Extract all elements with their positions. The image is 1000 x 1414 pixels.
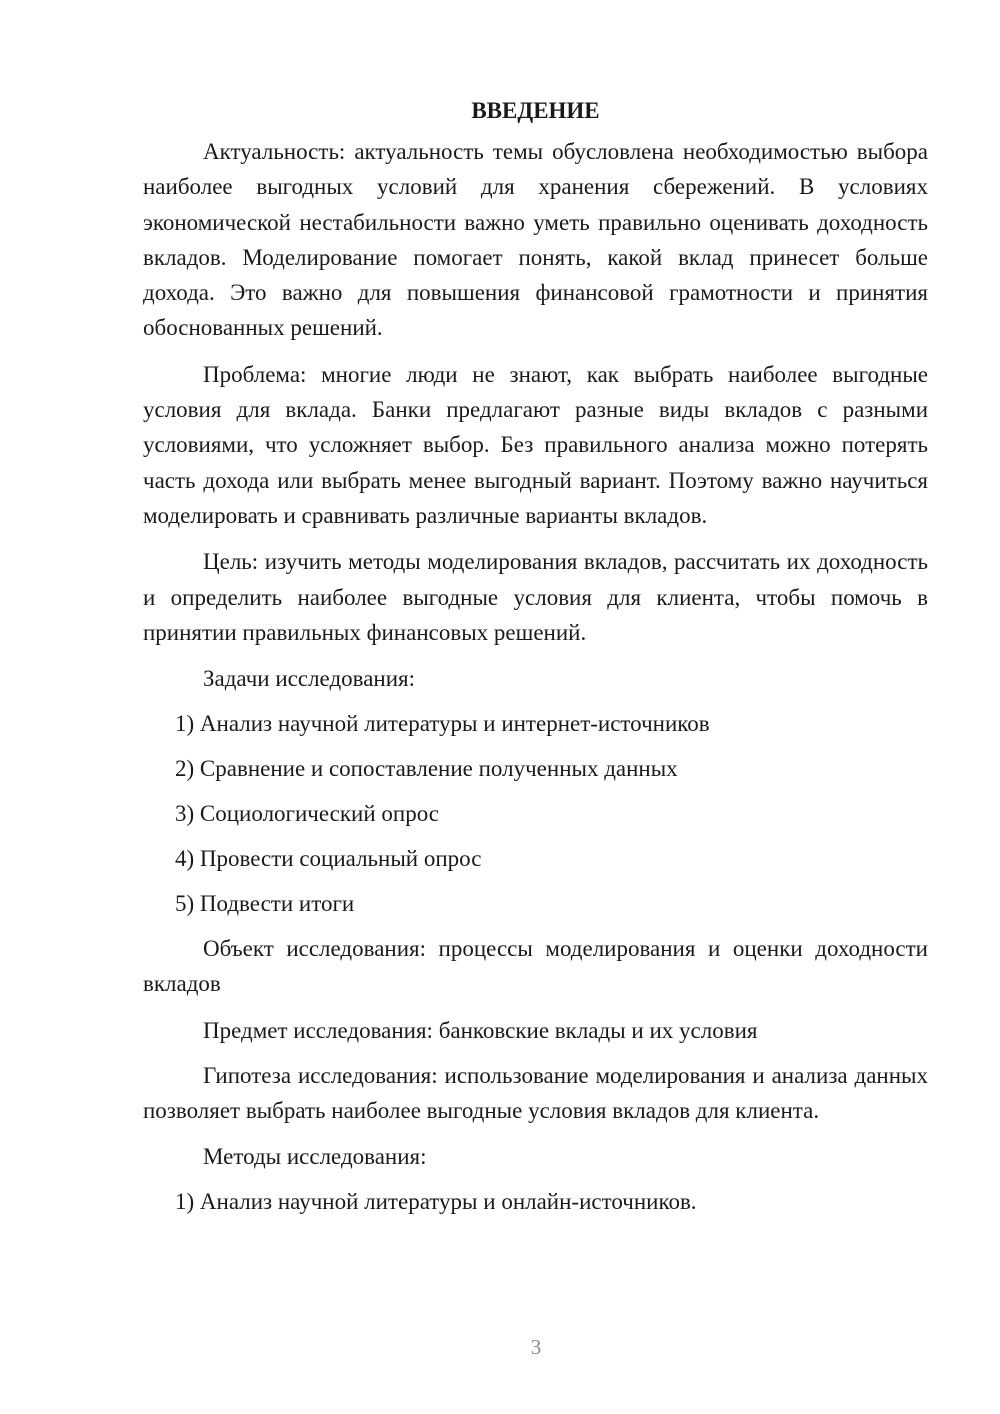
methods-list: [143, 1184, 928, 1219]
tasks-heading: Задачи исследования:: [203, 666, 416, 692]
task-item: 4) Провести социальный опрос: [175, 846, 482, 872]
section-title: ВВЕДЕНИЕ: [471, 98, 600, 123]
method-item: 1) Анализ научной литературы и онлайн-источников.: [175, 1189, 697, 1215]
task-item: 5) Подвести итоги: [175, 891, 355, 917]
hypothesis-paragraph: Гипотеза исследования: использование моделирования и анализа данных позволяет выбрать наиболее выгодные условия вкладов для клиента.: [143, 1062, 928, 1124]
goal-paragraph: Цель: изучить методы моделирования вкладов, рассчитать их доходность и определить наиболее выгодные условия для клиента, чтобы помочь в принятии правильных финансовых решений.: [143, 549, 928, 645]
page-number: 3: [530, 1335, 542, 1359]
page-content: [143, 93, 928, 1229]
task-item: 2) Сравнение и сопоставление полученных данных: [175, 756, 678, 782]
tasks-list: [143, 706, 928, 921]
problem-paragraph: Проблема: многие люди не знают, как выбрать наиболее выгодные условия для вклада. Банки предлагают разные виды вкладов с разными условиями, что усложняет выбор. Без правильного анализа можно потерять часть дохода или выбрать менее выгодный вариант. Поэтому важно научиться моделировать и сравнивать различные варианты вкладов.: [143, 361, 928, 528]
task-item: 1) Анализ научной литературы и интернет-источников: [175, 711, 710, 737]
object-paragraph: Объект исследования: процессы моделирования и оценки доходности вкладов: [143, 936, 928, 997]
task-item: 3) Социологический опрос: [175, 801, 439, 827]
relevance-paragraph: Актуальность: актуальность темы обусловлена необходимостью выбора наиболее выгодных условий для хранения сбережений. В условиях экономической нестабильности важно уметь правильно оценивать доходность вкладов. Моделирование помогает понять, какой вклад принесет больше дохода. Это важно для повышения финансовой грамотности и принятия обоснованных решений.: [143, 139, 928, 341]
methods-heading: Методы исследования:: [203, 1144, 427, 1170]
subject-paragraph: Предмет исследования: банковские вклады и их условия: [203, 1017, 758, 1043]
